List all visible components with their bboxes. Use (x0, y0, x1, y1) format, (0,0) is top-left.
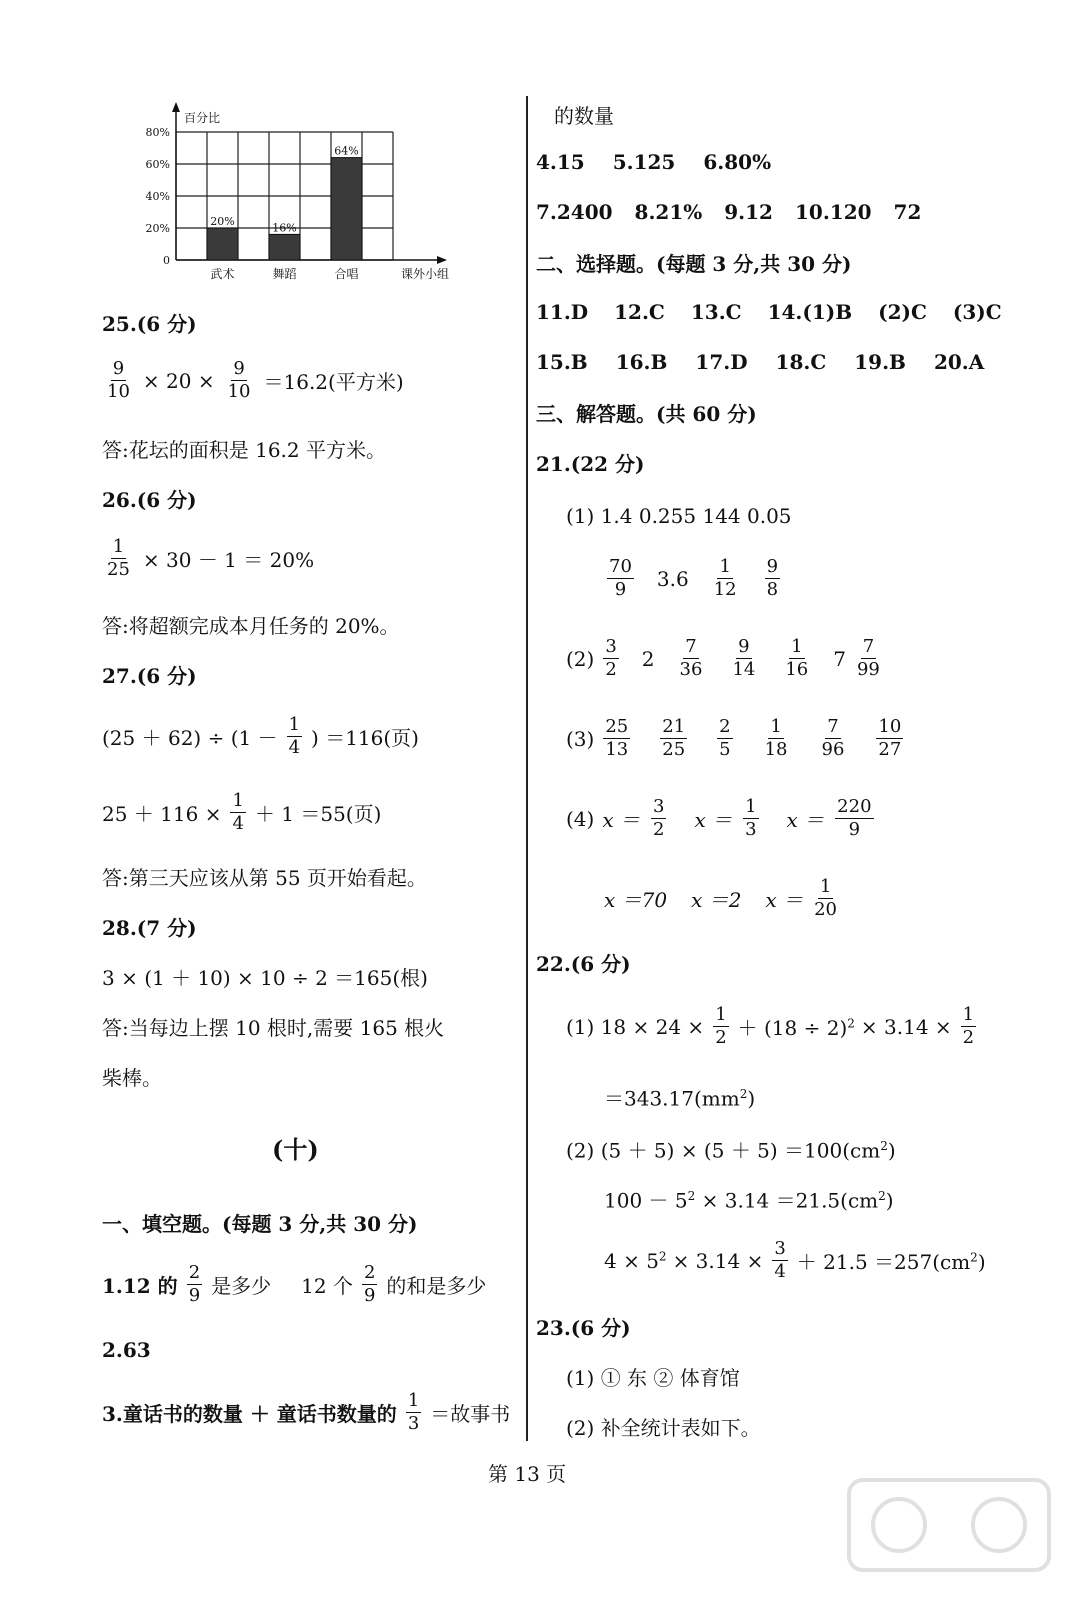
fraction: $\frac{2}{9}$ (363, 1262, 376, 1306)
y-tick-label: 0 (163, 254, 170, 267)
fraction: $\frac{2}{5}$ (719, 716, 731, 760)
q21-p4b: x ＝70 x ＝2 x ＝ $\frac{1}{20}$ (604, 876, 838, 920)
fraction: $\frac{21}{25}$ (662, 716, 686, 760)
fraction: $\frac{1}{25}$ (107, 536, 130, 580)
y-tick-label: 80% (145, 126, 170, 139)
column-divider (526, 96, 528, 1441)
q23-line1: (1) ① 东 ② 体育馆 (566, 1366, 740, 1390)
fraction: $\frac{7}{99}$ (856, 636, 880, 680)
q21-p1-fractions: $\frac{70}{9}$ 3.6 $\frac{1}{12}$ $\frac{9}{8}$ (609, 556, 779, 600)
q28-heading: 28.(7 分) (102, 916, 197, 940)
q22-line3: (2) $(5 + 5) \times (5 + 5) =100(cm^2)$ (566, 1138, 896, 1163)
fraction: $\frac{7}{36}$ (679, 636, 703, 680)
q28-answer-line1: 答:当每边上摆 10 根时,需要 165 根火 (102, 1016, 445, 1040)
fraction: $\frac{2}{9}$ (188, 1262, 201, 1306)
q2-line: 2.63 (102, 1338, 151, 1362)
q26-formula: $\frac{1}{25}$ × 30 － 1 ＝ 20% (107, 536, 315, 580)
fraction: $\frac{1}{12}$ (713, 556, 737, 600)
q26-answer: 答:将超额完成本月任务的 20%。 (102, 614, 400, 638)
bar-value-label: 16% (272, 221, 297, 235)
fraction: $\frac{9}{10}$ (227, 358, 251, 402)
q23-heading: 23.(6 分) (536, 1316, 631, 1340)
y-tick-label: 20% (145, 222, 170, 235)
q21-p4: (4) x ＝ $\frac{3}{2}$ x ＝ $\frac{1}{3}$ x ＝ $\frac{220}{9}$ (566, 796, 872, 840)
q25-heading: 25.(6 分) (102, 312, 197, 336)
fraction: $\frac{1}{16}$ (785, 636, 809, 680)
fraction: $\frac{1}{4}$ (288, 714, 301, 758)
fraction: $\frac{1}{20}$ (814, 876, 838, 920)
fraction: $\frac{1}{3}$ (745, 796, 757, 840)
fraction: $\frac{9}{14}$ (732, 636, 756, 680)
q21-p1: (1) 1.4 0.255 144 0.05 (566, 504, 792, 528)
bar-value-label: 64% (334, 144, 359, 158)
q25-answer: 答:花坛的面积是 16.2 平方米。 (102, 438, 386, 462)
fraction: $\frac{1}{3}$ (407, 1390, 420, 1434)
y-tick-label: 40% (145, 190, 170, 203)
fraction: $\frac{3}{4}$ (774, 1238, 786, 1282)
fraction: $\frac{1}{18}$ (764, 716, 788, 760)
fraction: $\frac{10}{27}$ (878, 716, 902, 760)
part3-heading: 三、解答题。(共 60 分) (536, 402, 757, 426)
q26-heading: 26.(6 分) (102, 488, 197, 512)
answers-4-6: 4.15 5.125 6.80% (536, 150, 772, 174)
y-tick-label: 60% (145, 158, 170, 171)
q1-line: 1.12 的 $\frac{2}{9}$ 是多少 12 个 $\frac{2}{9}$ 的和是多少 (102, 1262, 487, 1306)
y-axis-arrow (172, 102, 180, 112)
part1-heading: 一、填空题。(每题 3 分,共 30 分) (102, 1212, 418, 1236)
fraction: $\frac{25}{13}$ (605, 716, 629, 760)
x-tick-label: 舞蹈 (272, 267, 297, 281)
x-tick-label: 合唱 (334, 267, 359, 281)
q21-heading: 21.(22 分) (536, 452, 645, 476)
bar (207, 228, 238, 260)
q22-line4: $100 - 5^2 \times 3.14 =21.5(cm^2)$ (604, 1188, 894, 1213)
watermark-logo (839, 1470, 1059, 1580)
fraction: $\frac{3}{2}$ (652, 796, 665, 840)
q22-line1: (1) 18 × 24 × $\frac{1}{2}$ ＋ $(18 \div 2)^2$ × 3.14 × $\frac{1}{2}$ (566, 1004, 975, 1048)
part2-heading: 二、选择题。(每题 3 分,共 30 分) (536, 252, 852, 276)
answers-11-14: 11.D 12.C 13.C 14.(1)B (2)C (3)C (536, 300, 1002, 324)
x-tick-label: 武术 (210, 267, 235, 281)
percent-bar-chart (128, 100, 488, 290)
q27-line1: (25 ＋ 62) ÷ (1 － $\frac{1}{4}$ ) ＝116(页) (102, 714, 419, 758)
q27-line2: 25 ＋ 116 × $\frac{1}{4}$ ＋ 1 ＝55(页) (102, 790, 382, 834)
q3-continuation: 的数量 (554, 104, 614, 128)
q25-formula: $\frac{9}{10}$ × 20 × $\frac{9}{10}$ ＝16.2(平方米) (107, 358, 404, 402)
fraction: $\frac{1}{4}$ (232, 790, 244, 834)
q27-answer: 答:第三天应该从第 55 页开始看起。 (102, 866, 427, 890)
q22-line5: $4 \times 5^2$ × 3.14 × $\frac{3}{4}$ ＋ $21.5 =257(cm^2)$ (604, 1238, 986, 1282)
fraction: $\frac{9}{8}$ (766, 556, 779, 600)
fraction: $\frac{7}{96}$ (821, 716, 845, 760)
q28-formula: 3 × (1 ＋ 10) × 10 ÷ 2 ＝165(根) (102, 966, 428, 990)
section-title: (十) (272, 1135, 319, 1164)
fraction: $\frac{1}{2}$ (715, 1004, 727, 1048)
answers-15-20: 15.B 16.B 17.D 18.C 19.B 20.A (536, 350, 985, 374)
q27-heading: 27.(6 分) (102, 664, 197, 688)
q22-line2: $=343.17(mm^2)$ (604, 1086, 756, 1111)
bar (269, 234, 300, 260)
page-number: 第 13 页 (488, 1462, 567, 1486)
q21-p2: (2) $\frac{3}{2}$ 2 $\frac{7}{36}$ $\frac{9}{14}$ $\frac{1}{16}$ 7 $\frac{7}{99}$ (566, 636, 880, 680)
x-axis-label: 课外小组 (400, 267, 449, 281)
fraction: $\frac{70}{9}$ (609, 556, 632, 600)
q28-answer-line2: 柴棒。 (102, 1066, 162, 1090)
fraction: $\frac{9}{10}$ (107, 358, 130, 402)
q22-heading: 22.(6 分) (536, 952, 631, 976)
bar-value-label: 20% (210, 215, 235, 228)
bar (331, 158, 362, 260)
q3-line: 3.童话书的数量 ＋ 童话书数量的 $\frac{1}{3}$ ＝故事书 (102, 1390, 511, 1434)
x-axis-arrow (437, 256, 447, 264)
q23-line2: (2) 补全统计表如下。 (566, 1416, 761, 1440)
fraction: $\frac{3}{2}$ (605, 636, 617, 680)
answers-7-10: 7.2400 8.21% 9.12 10.120 72 (536, 200, 922, 224)
fraction: $\frac{220}{9}$ (837, 796, 872, 840)
fraction: $\frac{1}{2}$ (962, 1004, 975, 1048)
q21-p3: (3) $\frac{25}{13}$ $\frac{21}{25}$ $\frac{2}{5}$ $\frac{1}{18}$ $\frac{7}{96}$ $\frac{10}{27}$ (566, 716, 902, 760)
y-axis-label: 百分比 (184, 111, 221, 125)
